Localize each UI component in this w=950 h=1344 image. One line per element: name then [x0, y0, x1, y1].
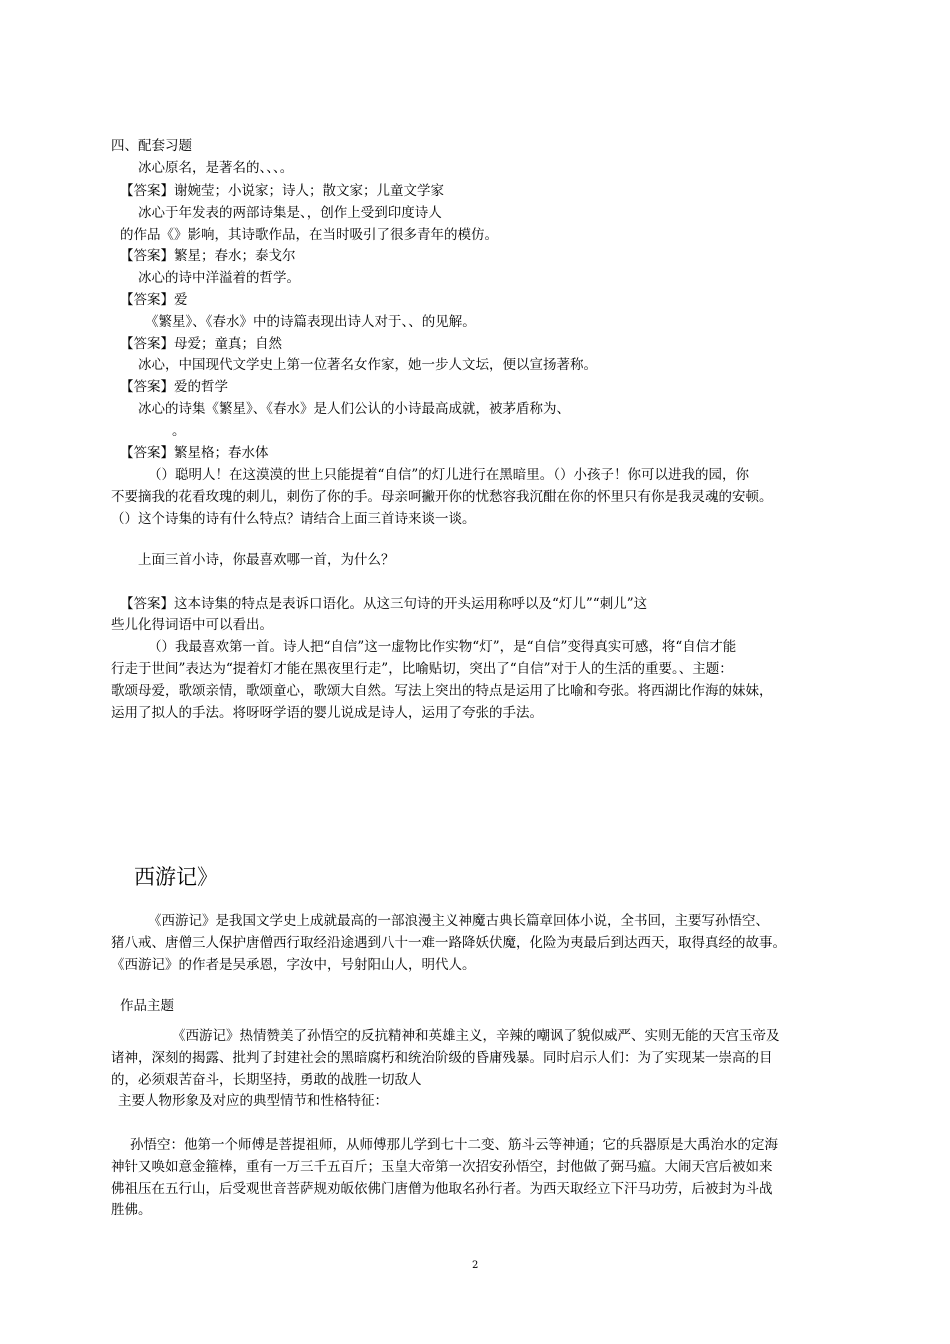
- answer-line: 【答案】繁星格；春水体: [120, 445, 269, 461]
- answer-line: 【答案】爱: [120, 292, 188, 308]
- character-line: 孙悟空：他第一个师傅是菩提祖师，从师傅那儿学到七十二变、筋斗云等神通；它的兵器原是大禹治水的定海: [130, 1137, 778, 1153]
- question-line: 上面三首小诗，你最喜欢哪一首，为什么？: [138, 552, 395, 568]
- question-line: 冰心原名，是著名的、、、。: [138, 160, 294, 176]
- answer-line: 【答案】爱的哲学: [120, 379, 228, 395]
- poem-line: （）聪明人！在这漠漠的世上只能提着“自信”的灯儿进行在黑暗里。（）小孩子！你可以进我的园，你: [148, 467, 750, 483]
- question-line: 《繁星》、《春水》中的诗篇表现出诗人对于、、的见解。: [145, 314, 476, 330]
- answer-line: 【答案】这本诗集的特点是表诉口语化。从这三句诗的开头运用称呼以及“灯儿”“刺儿”这: [120, 596, 648, 612]
- answer-line: 行走于世间”表达为“提着灯才能在黑夜里行走”，比喻贴切，突出了“自信”对于人的生活的重要。、主题：: [111, 661, 733, 677]
- answer-line: 运用了拟人的手法。将呀呀学语的婴儿说成是诗人，运用了夸张的手法。: [111, 705, 543, 721]
- page-number: 2: [472, 1260, 479, 1271]
- question-line: 冰心于年发表的两部诗集是、，创作上受到印度诗人: [138, 205, 442, 221]
- question-line: （）这个诗集的诗有什么特点？请结合上面三首诗来谈一谈。: [111, 511, 476, 527]
- theme-line: 的，必须艰苦奋斗，长期坚持，勇敢的战胜一切敌人: [111, 1072, 422, 1088]
- theme-line: 诸神，深刻的揭露、批判了封建社会的黑暗腐朽和统治阶级的昏庸残暴。同时启示人们：为了实现某一崇高的目: [111, 1050, 773, 1066]
- section-title: 西游记》: [134, 865, 218, 889]
- intro-line: 猪八戒、唐僧三人保护唐僧西行取经沿途遇到八十一难一路降妖伏魔，化险为夷最后到达西天，取得真经的故事。: [111, 935, 786, 951]
- intro-line: 《西游记》是我国文学史上成就最高的一部浪漫主义神魔古典长篇章回体小说，全书回，主要写孙悟空、: [148, 913, 769, 929]
- section-heading-exercises: 四、配套习题: [111, 138, 192, 154]
- intro-line: 《西游记》的作者是吴承恩，字汝中，号射阳山人，明代人。: [111, 957, 476, 973]
- answer-line: 【答案】谢婉莹；小说家；诗人；散文家；儿童文学家: [120, 183, 444, 199]
- theme-heading: 作品主题: [120, 998, 174, 1014]
- theme-line: 《西游记》热情赞美了孙悟空的反抗精神和英雄主义，辛辣的嘲讽了貌似威严、实则无能的天宫玉帝及: [172, 1028, 780, 1044]
- characters-heading: 主要人物形象及对应的典型情节和性格特征：: [118, 1093, 388, 1109]
- question-line: 。: [172, 423, 186, 439]
- character-line: 神针又唤如意金箍棒，重有一万三千五百斤；玉皇大帝第一次招安孙悟空，封他做了弼马瘟。大闹天宫后被如来: [111, 1159, 773, 1175]
- answer-line: 些儿化得词语中可以看出。: [111, 617, 273, 633]
- question-line: 的作品《》影响，其诗歌作品，在当时吸引了很多青年的模仿。: [120, 227, 498, 243]
- answer-line: 【答案】繁星；春水；泰戈尔: [120, 248, 296, 264]
- question-line: 冰心，中国现代文学史上第一位著名女作家，她一步人文坛，便以宣扬著称。: [138, 357, 597, 373]
- answer-line: （）我最喜欢第一首。诗人把“自信”这一虚物比作实物“灯”，是“自信”变得真实可感，将“自信才能: [148, 639, 737, 655]
- question-line: 冰心的诗集《繁星》、《春水》是人们公认的小诗最高成就，被茅盾称为、: [138, 401, 570, 417]
- answer-line: 【答案】母爱；童真；自然: [120, 336, 282, 352]
- question-line: 冰心的诗中洋溢着的哲学。: [138, 270, 300, 286]
- character-line: 佛祖压在五行山，后受观世音菩萨规劝皈依佛门唐僧为他取名孙行者。为西天取经立下汗马功劳，后被封为斗战: [111, 1181, 773, 1197]
- poem-line: 不要摘我的花看玫瑰的刺儿，刺伤了你的手。母亲呵撇开你的忧愁容我沉酣在你的怀里只有你是我灵魂的安顿。: [111, 489, 773, 505]
- character-line: 胜佛。: [111, 1202, 152, 1218]
- answer-line: 歌颂母爱，歌颂亲情，歌颂童心，歌颂大自然。写法上突出的特点是运用了比喻和夸张。将西湖比作海的妹妹，: [111, 683, 773, 699]
